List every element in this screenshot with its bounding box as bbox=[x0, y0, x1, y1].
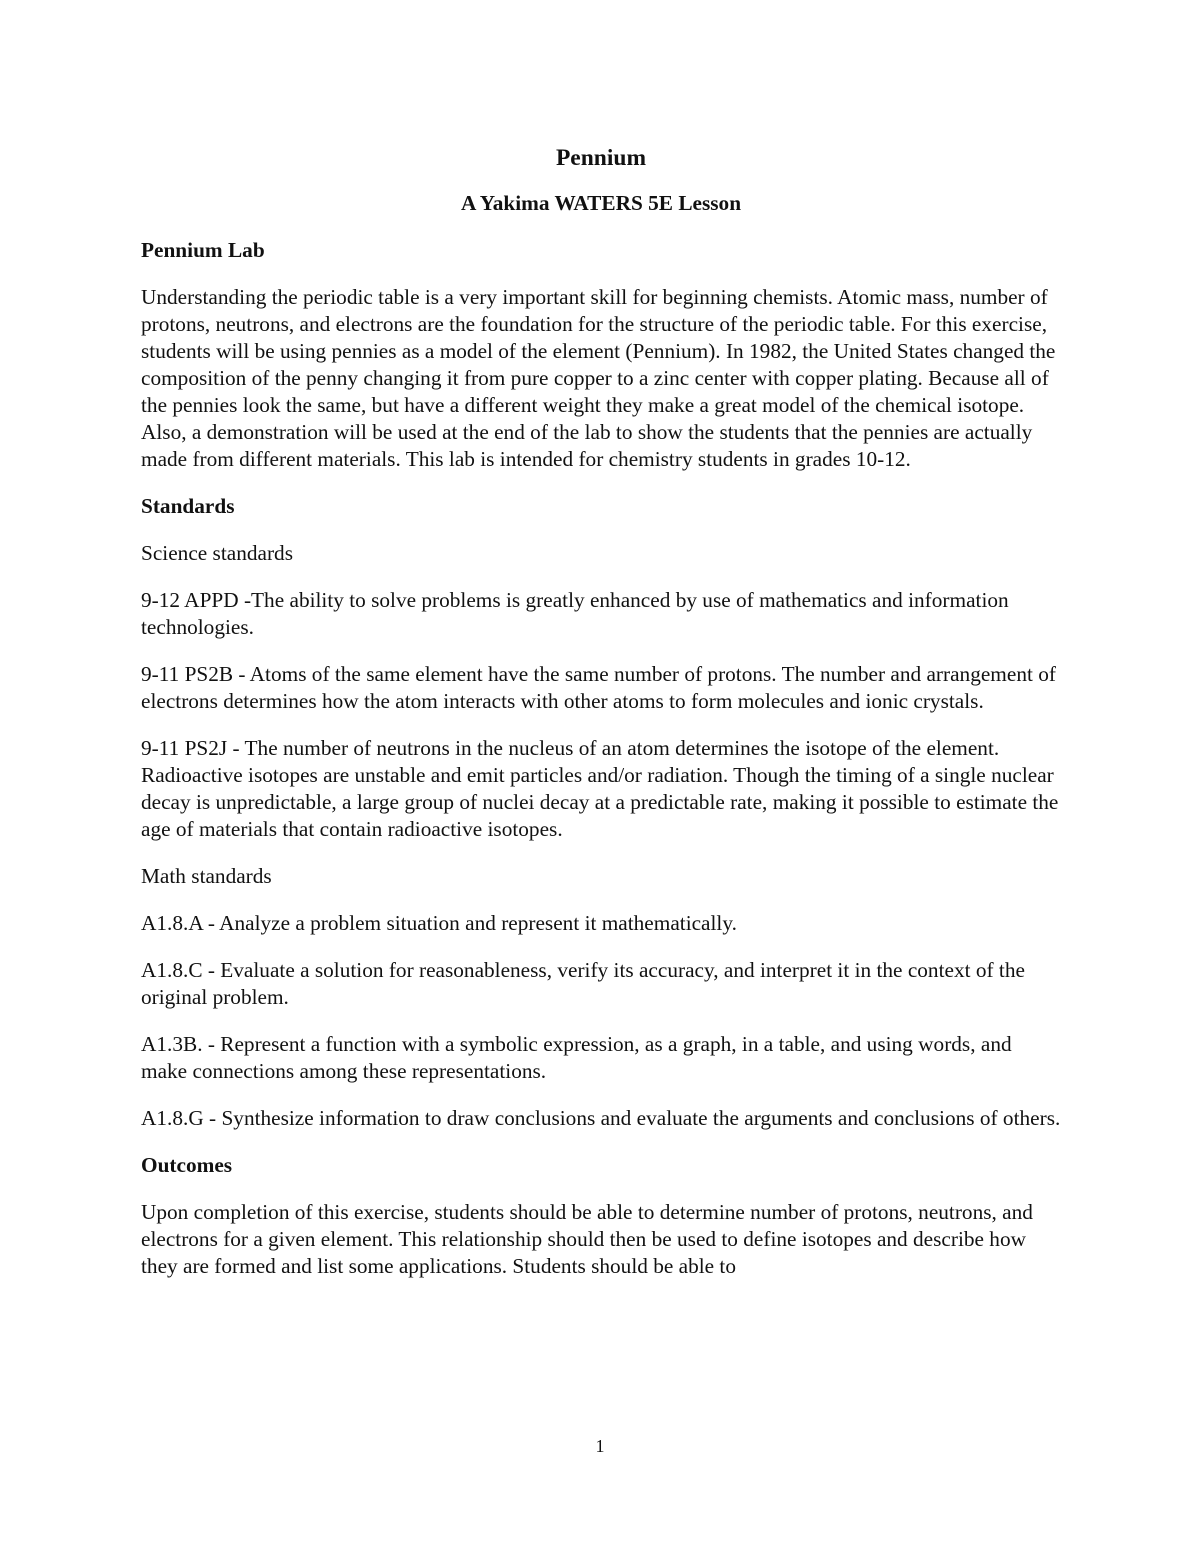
math-standard-a1-8c: A1.8.C - Evaluate a solution for reasonableness, verify its accuracy, and interpret it in the context of the original problem. bbox=[141, 958, 1025, 1009]
science-standard-appd: 9-12 APPD -The ability to solve problems is greatly enhanced by use of mathematics and information technologies. bbox=[141, 588, 1009, 639]
document-title: Pennium bbox=[555, 145, 647, 171]
document-body bbox=[141, 143, 1061, 1300]
science-standards-label: Science standards bbox=[141, 541, 293, 565]
math-standards-label: Math standards bbox=[141, 864, 272, 888]
science-standard-ps2b: 9-11 PS2B - Atoms of the same element have the same number of protons. The number and arrangement of electrons determines how the atom interacts with other atoms to form molecules and ionic crystals. bbox=[141, 662, 1056, 713]
math-standard-a1-8a: A1.8.A - Analyze a problem situation and represent it mathematically. bbox=[141, 911, 737, 935]
intro-paragraph: Understanding the periodic table is a very important skill for beginning chemists. Atomic mass, number of protons, neutrons, and electrons are the foundation for the structure of the periodic table. For this exercise, students will be using pennies as a model of the element (Pennium). In 1982, the United States changed the composition of the penny changing it from pure copper to a zinc center with copper plating. Because all of the pennies look the same, but have a different weight they make a great model of the chemical isotope. Also, a demonstration will be used at the end of the lab to show the students that the pennies are actually made from different materials. This lab is intended for chemistry students in grades 10-12. bbox=[141, 285, 1056, 471]
math-standard-a1-8g: A1.8.G - Synthesize information to draw conclusions and evaluate the arguments and conclusions of others. bbox=[141, 1106, 1061, 1130]
science-standard-ps2j: 9-11 PS2J - The number of neutrons in the nucleus of an atom determines the isotope of the element. Radioactive isotopes are unstable and emit particles and/or radiation. Though the timing of a single nuclear decay is unpredictable, a large group of nuclei decay at a predictable rate, making it possible to estimate the age of materials that contain radioactive isotopes. bbox=[141, 736, 1059, 841]
outcomes-paragraph: Upon completion of this exercise, students should be able to determine number of protons, neutrons, and electrons for a given element. This relationship should then be used to define isotopes and describe how they are formed and list some applications. Students should be able to bbox=[141, 1200, 1033, 1278]
section-heading-lab: Pennium Lab bbox=[141, 238, 265, 262]
section-heading-outcomes: Outcomes bbox=[141, 1153, 233, 1177]
section-heading-standards: Standards bbox=[141, 494, 235, 518]
math-standard-a1-3b: A1.3B. - Represent a function with a symbolic expression, as a graph, in a table, and using words, and make connections among these representations. bbox=[141, 1032, 1012, 1083]
document-subtitle: A Yakima WATERS 5E Lesson bbox=[460, 191, 742, 215]
page-number: 1 bbox=[595, 1436, 605, 1456]
